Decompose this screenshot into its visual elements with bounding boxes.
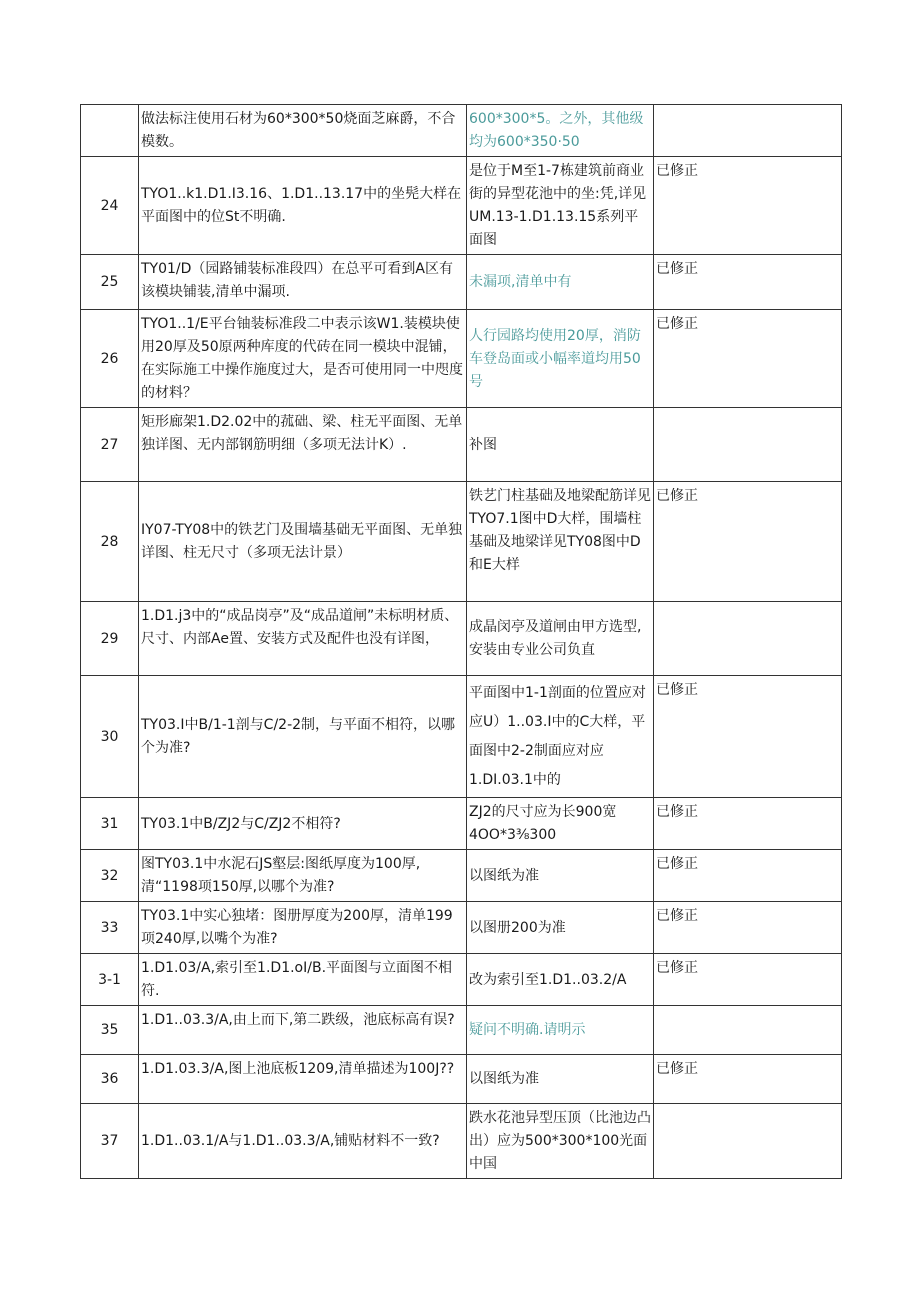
row-number: 35	[81, 1006, 139, 1055]
table-row	[81, 1104, 842, 1179]
table-row	[81, 408, 842, 482]
issue-text: 1.D1..03.3/A,由上而下,第二跌级，池底标高有误?	[139, 1006, 467, 1055]
row-number: 26	[81, 310, 139, 408]
row-number: 28	[81, 482, 139, 602]
status-text	[654, 1104, 842, 1179]
issue-text: 1.D1.03.3/A,图上池底板1209,清单描述为100J??	[139, 1055, 467, 1104]
reply-text: 改为索引至1.D1..03.2/A	[467, 954, 654, 1006]
row-number: 32	[81, 850, 139, 902]
review-table	[80, 104, 842, 1179]
table-row	[81, 255, 842, 310]
status-text: 已修正	[654, 676, 842, 798]
issue-text: 矩形廊架1.D2.02中的菰础、梁、柱无平面图、无单独详图、无内部钢筋明细（多项无法计K）.	[139, 408, 467, 482]
status-text: 已修正	[654, 954, 842, 1006]
reply-text: 铁艺门柱基础及地梁配筋详见TYO7.1图中D大样，围墙柱基础及地梁详见TY08图中D和E大样	[467, 482, 654, 602]
row-number: 24	[81, 157, 139, 255]
table-row	[81, 602, 842, 676]
table-row	[81, 798, 842, 850]
issue-text: 做法标注使用石材为60*300*50烧面芝麻爵，不合模数。	[139, 105, 467, 157]
status-text	[654, 602, 842, 676]
reply-text: 以图纸为准	[467, 1055, 654, 1104]
row-number: 31	[81, 798, 139, 850]
status-text: 已修正	[654, 1055, 842, 1104]
table-row	[81, 902, 842, 954]
table-row	[81, 157, 842, 255]
table-row	[81, 105, 842, 157]
status-text: 已修正	[654, 798, 842, 850]
status-text: 已修正	[654, 255, 842, 310]
issue-text: TY03.I中B/1-1剖与C/2-2制，与平面不相符，以哪个为准?	[139, 676, 467, 798]
table-row	[81, 1006, 842, 1055]
row-number: 27	[81, 408, 139, 482]
row-number	[81, 105, 139, 157]
issue-text: TY01/D（园路铺装标准段四）在总平可看到A区有该模块铺装,清单中漏项.	[139, 255, 467, 310]
status-text	[654, 105, 842, 157]
row-number: 3-1	[81, 954, 139, 1006]
table-row	[81, 676, 842, 798]
status-text	[654, 1006, 842, 1055]
reply-text: 跌水花池异型压顶（比池边凸出）应为500*300*100光面中国	[467, 1104, 654, 1179]
issue-text: TYO1..k1.D1.I3.16、1.D1..13.17中的坐髡大样在平面图中的位St不明确.	[139, 157, 467, 255]
issue-text: TYO1..1/E平台铀装标准段二中表示该W1.装模块使用20厚及50原两种库度的代砖在同一模块中混铺，在实际施工中操作施度过大，是否可使用同一中咫度的材料？	[139, 310, 467, 408]
issue-text: 1.D1.03/A,索引至1.D1.oI/B.平面图与立面图不相符.	[139, 954, 467, 1006]
reply-text: 600*300*5。之外，其他级均为600*350·50	[467, 105, 654, 157]
issue-text: 1.D1..03.1/A与1.D1..03.3/A,铺贴材料不一致?	[139, 1104, 467, 1179]
table-row	[81, 850, 842, 902]
reply-text: 人行园路均使用20厚，消防车登岛面或小幅率道均用50号	[467, 310, 654, 408]
reply-text: 疑问不明确.请明示	[467, 1006, 654, 1055]
issue-text: 图TY03.1中水泥石JS壑层:图纸厚度为100厚,清“1198项150厚,以哪个为准?	[139, 850, 467, 902]
status-text: 已修正	[654, 850, 842, 902]
status-text: 已修正	[654, 157, 842, 255]
reply-text: 是位于M至1-7栋建筑前商业街的异型花池中的坐:凭,详见UM.13-1.D1.13.15系列平面图	[467, 157, 654, 255]
row-number: 30	[81, 676, 139, 798]
issue-text: TY03.1中B/ZJ2与C/ZJ2不相符?	[139, 798, 467, 850]
reply-text: ZJ2的尺寸应为长900宽4OO*3⅜300	[467, 798, 654, 850]
row-number: 25	[81, 255, 139, 310]
reply-text: 补图	[467, 408, 654, 482]
issue-text: 1.D1.j3中的“成品岗亭”及“成品道闸”未标明材质、尺寸、内部Ae置、安装方式及配件也没有详图，	[139, 602, 467, 676]
issue-text: TY03.1中实心独堵：图册厚度为200厚，清单199项240厚,以嘴个为准?	[139, 902, 467, 954]
reply-text: 以图册200为准	[467, 902, 654, 954]
table-row	[81, 482, 842, 602]
reply-text: 平面图中1-1剖面的位置应对应U）1..03.I中的C大样，平面图中2-2制面应对应1.DI.03.1中的	[467, 676, 654, 798]
reply-text: 未漏项,清单中有	[467, 255, 654, 310]
status-text: 已修正	[654, 482, 842, 602]
table-row	[81, 954, 842, 1006]
issue-text: IY07-TY08中的铁艺门及围墙基础无平面图、无单独详图、柱无尺寸（多项无法计景）	[139, 482, 467, 602]
row-number: 36	[81, 1055, 139, 1104]
row-number: 37	[81, 1104, 139, 1179]
table-row	[81, 1055, 842, 1104]
row-number: 33	[81, 902, 139, 954]
status-text: 已修正	[654, 310, 842, 408]
status-text: 已修正	[654, 902, 842, 954]
reply-text: 以图纸为准	[467, 850, 654, 902]
table-row	[81, 310, 842, 408]
reply-text: 成晶闵亭及道闸由甲方选型,安装由专业公司负直	[467, 602, 654, 676]
status-text	[654, 408, 842, 482]
row-number: 29	[81, 602, 139, 676]
